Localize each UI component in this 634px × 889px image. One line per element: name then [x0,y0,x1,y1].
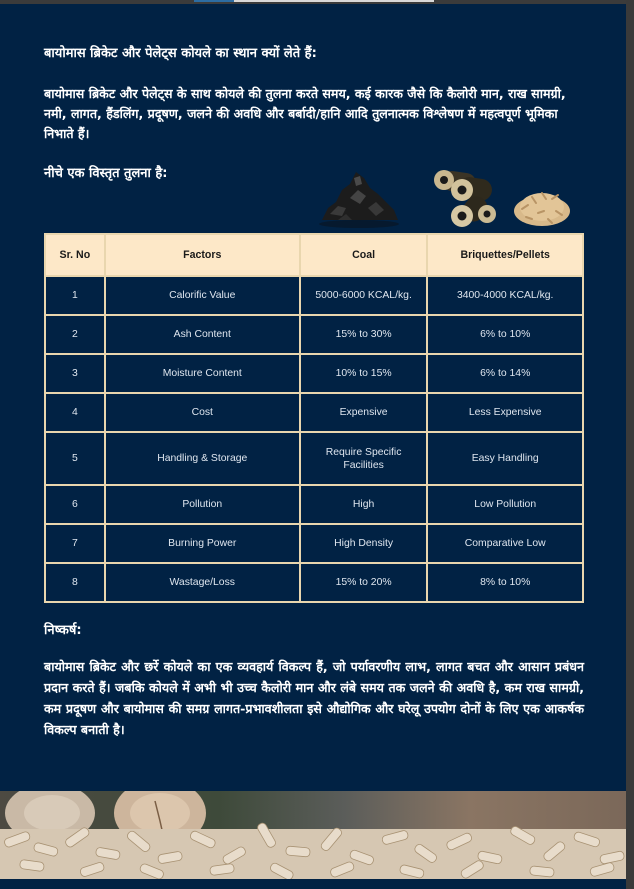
table-row [45,354,583,393]
cell-sr: 2 [45,315,105,354]
cell-factor: Handling & Storage [105,432,300,485]
conclusion-paragraph: बायोमास ब्रिकेट और छर्रे कोयले का एक व्यवहार्य विकल्प हैं, जो पर्यावरणीय लाभ, लागत बचत और आसान प्रबंधन प्रदान करते हैं। जबकि कोयले में अभी भी उच्च कैलोरी मान और लंबे समय तक जलने की अवधि है, कम राख सामग्री, कम प्रदूषण और बायोमास की समग्र लागत-प्रभावशीलता इसे औद्योगिक और घरेलू उपयोग दोनों के लिए एक आकर्षक विकल्प बनाती है। [44,659,584,737]
header-factors: Factors [105,234,300,276]
cell-coal: High Density [300,524,428,563]
cell-coal: 10% to 15% [300,354,428,393]
cell-sr: 6 [45,485,105,524]
intro-paragraph: बायोमास ब्रिकेट और पेलेट्स के साथ कोयले की तुलना करते समय, कई कारक जैसे कि कैलोरी मान, राख सामग्री, नमी, लागत, हैंडलिंग, प्रदूषण, जलने की अवधि और बर्बादी/हानि आदि तुलनात्मक विश्लेषण में महत्वपूर्ण भूमिका निभाते हैं। [44,86,566,141]
cell-briquettes: 8% to 10% [427,563,583,602]
table-row [45,315,583,354]
cell-sr: 8 [45,563,105,602]
wood-pellets-banner-image [0,791,626,879]
cell-coal: 15% to 20% [300,563,428,602]
cell-coal: Require Specific Facilities [300,432,428,485]
viewer-scroll-gutter [626,0,634,889]
header-coal: Coal [300,234,428,276]
cell-sr: 5 [45,432,105,485]
table-row [45,276,583,315]
page-heading: बायोमास ब्रिकेट और पेलेट्स कोयले का स्थान क्यों लेते हैं: [44,46,317,61]
table-row [45,485,583,524]
cell-briquettes: 3400-4000 KCAL/kg. [427,276,583,315]
cell-coal: Expensive [300,393,428,432]
cell-briquettes: Easy Handling [427,432,583,485]
cell-factor: Burning Power [105,524,300,563]
cell-briquettes: 6% to 14% [427,354,583,393]
cell-sr: 4 [45,393,105,432]
wood-pellets-image [512,183,572,227]
cell-factor: Wastage/Loss [105,563,300,602]
table-header-row [45,234,583,276]
cell-sr: 3 [45,354,105,393]
page-progress-fill [194,0,234,2]
table-row [45,524,583,563]
cell-briquettes: Comparative Low [427,524,583,563]
cell-coal: High [300,485,428,524]
comparison-subheading: नीचे एक विस्तृत तुलना है: [44,166,168,181]
cell-coal: 15% to 30% [300,315,428,354]
header-sr-no: Sr. No [45,234,105,276]
cell-sr: 1 [45,276,105,315]
cell-briquettes: Low Pollution [427,485,583,524]
cell-coal: 5000-6000 KCAL/kg. [300,276,428,315]
header-briquettes: Briquettes/Pellets [427,234,583,276]
table-row [45,393,583,432]
cell-factor: Ash Content [105,315,300,354]
cell-factor: Moisture Content [105,354,300,393]
conclusion-heading: निष्कर्ष: [44,623,82,638]
briquette-logs-image [432,168,512,230]
cell-briquettes: 6% to 10% [427,315,583,354]
table-row [45,432,583,485]
cell-sr: 7 [45,524,105,563]
cell-factor: Pollution [105,485,300,524]
cell-factor: Cost [105,393,300,432]
table-row [45,563,583,602]
document-page [0,4,626,889]
cell-factor: Calorific Value [105,276,300,315]
coal-lumps-image [316,168,402,230]
comparison-table [44,233,584,603]
cell-briquettes: Less Expensive [427,393,583,432]
